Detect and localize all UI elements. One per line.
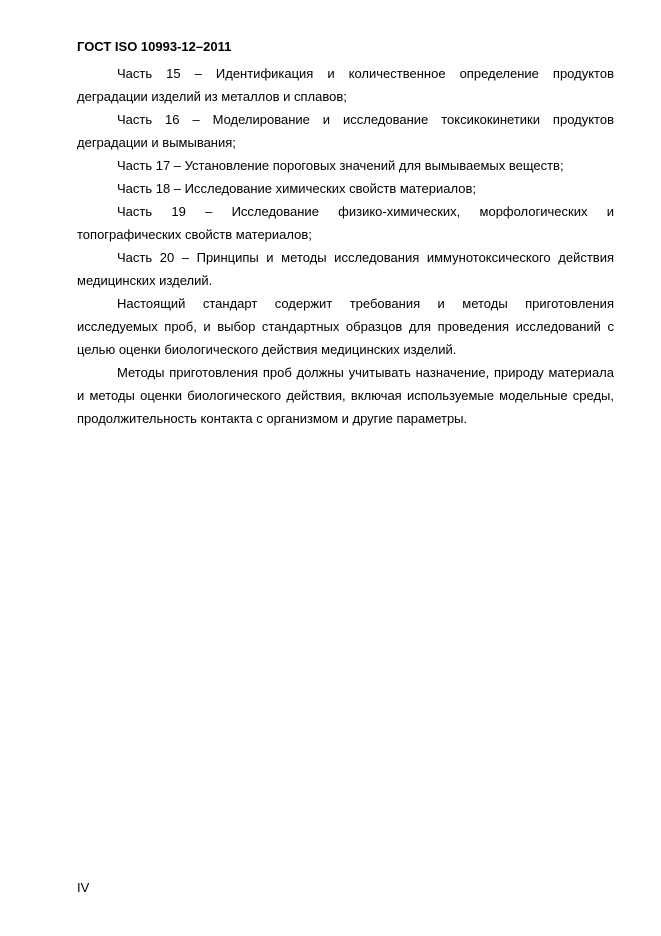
paragraph-methods: Методы приготовления проб должны учитывать назначение, природу материала и методы оценки биологического действия, включая используемые модельные среды, продолжительность контакта с организмом и другие параметры. (77, 365, 614, 426)
paragraph-part-18: Часть 18 – Исследование химических свойств материалов; (117, 181, 476, 196)
paragraph-part-15: Часть 15 – Идентификация и количественное определение продуктов деградации изделий из металлов и сплавов; (77, 66, 614, 104)
page-number: IV (77, 880, 90, 895)
paragraph-part-19: Часть 19 – Исследование физико-химических, морфологических и топографических свойств материалов; (77, 204, 614, 242)
paragraph-part-16: Часть 16 – Моделирование и исследование токсикокинетики продуктов деградации и вымывания; (77, 112, 614, 150)
paragraph-part-20: Часть 20 – Принципы и методы исследования иммунотоксического действия медицинских изделий. (77, 250, 614, 288)
document-header: ГОСТ ISO 10993-12–2011 (77, 39, 232, 54)
paragraph-scope: Настоящий стандарт содержит требования и методы приготовления исследуемых проб, и выбор стандартных образцов для проведения исследований с целью оценки биологического действия медицинских изделий. (77, 296, 614, 357)
paragraph-part-17: Часть 17 – Установление пороговых значений для вымываемых веществ; (117, 158, 564, 173)
document-body (77, 62, 614, 430)
